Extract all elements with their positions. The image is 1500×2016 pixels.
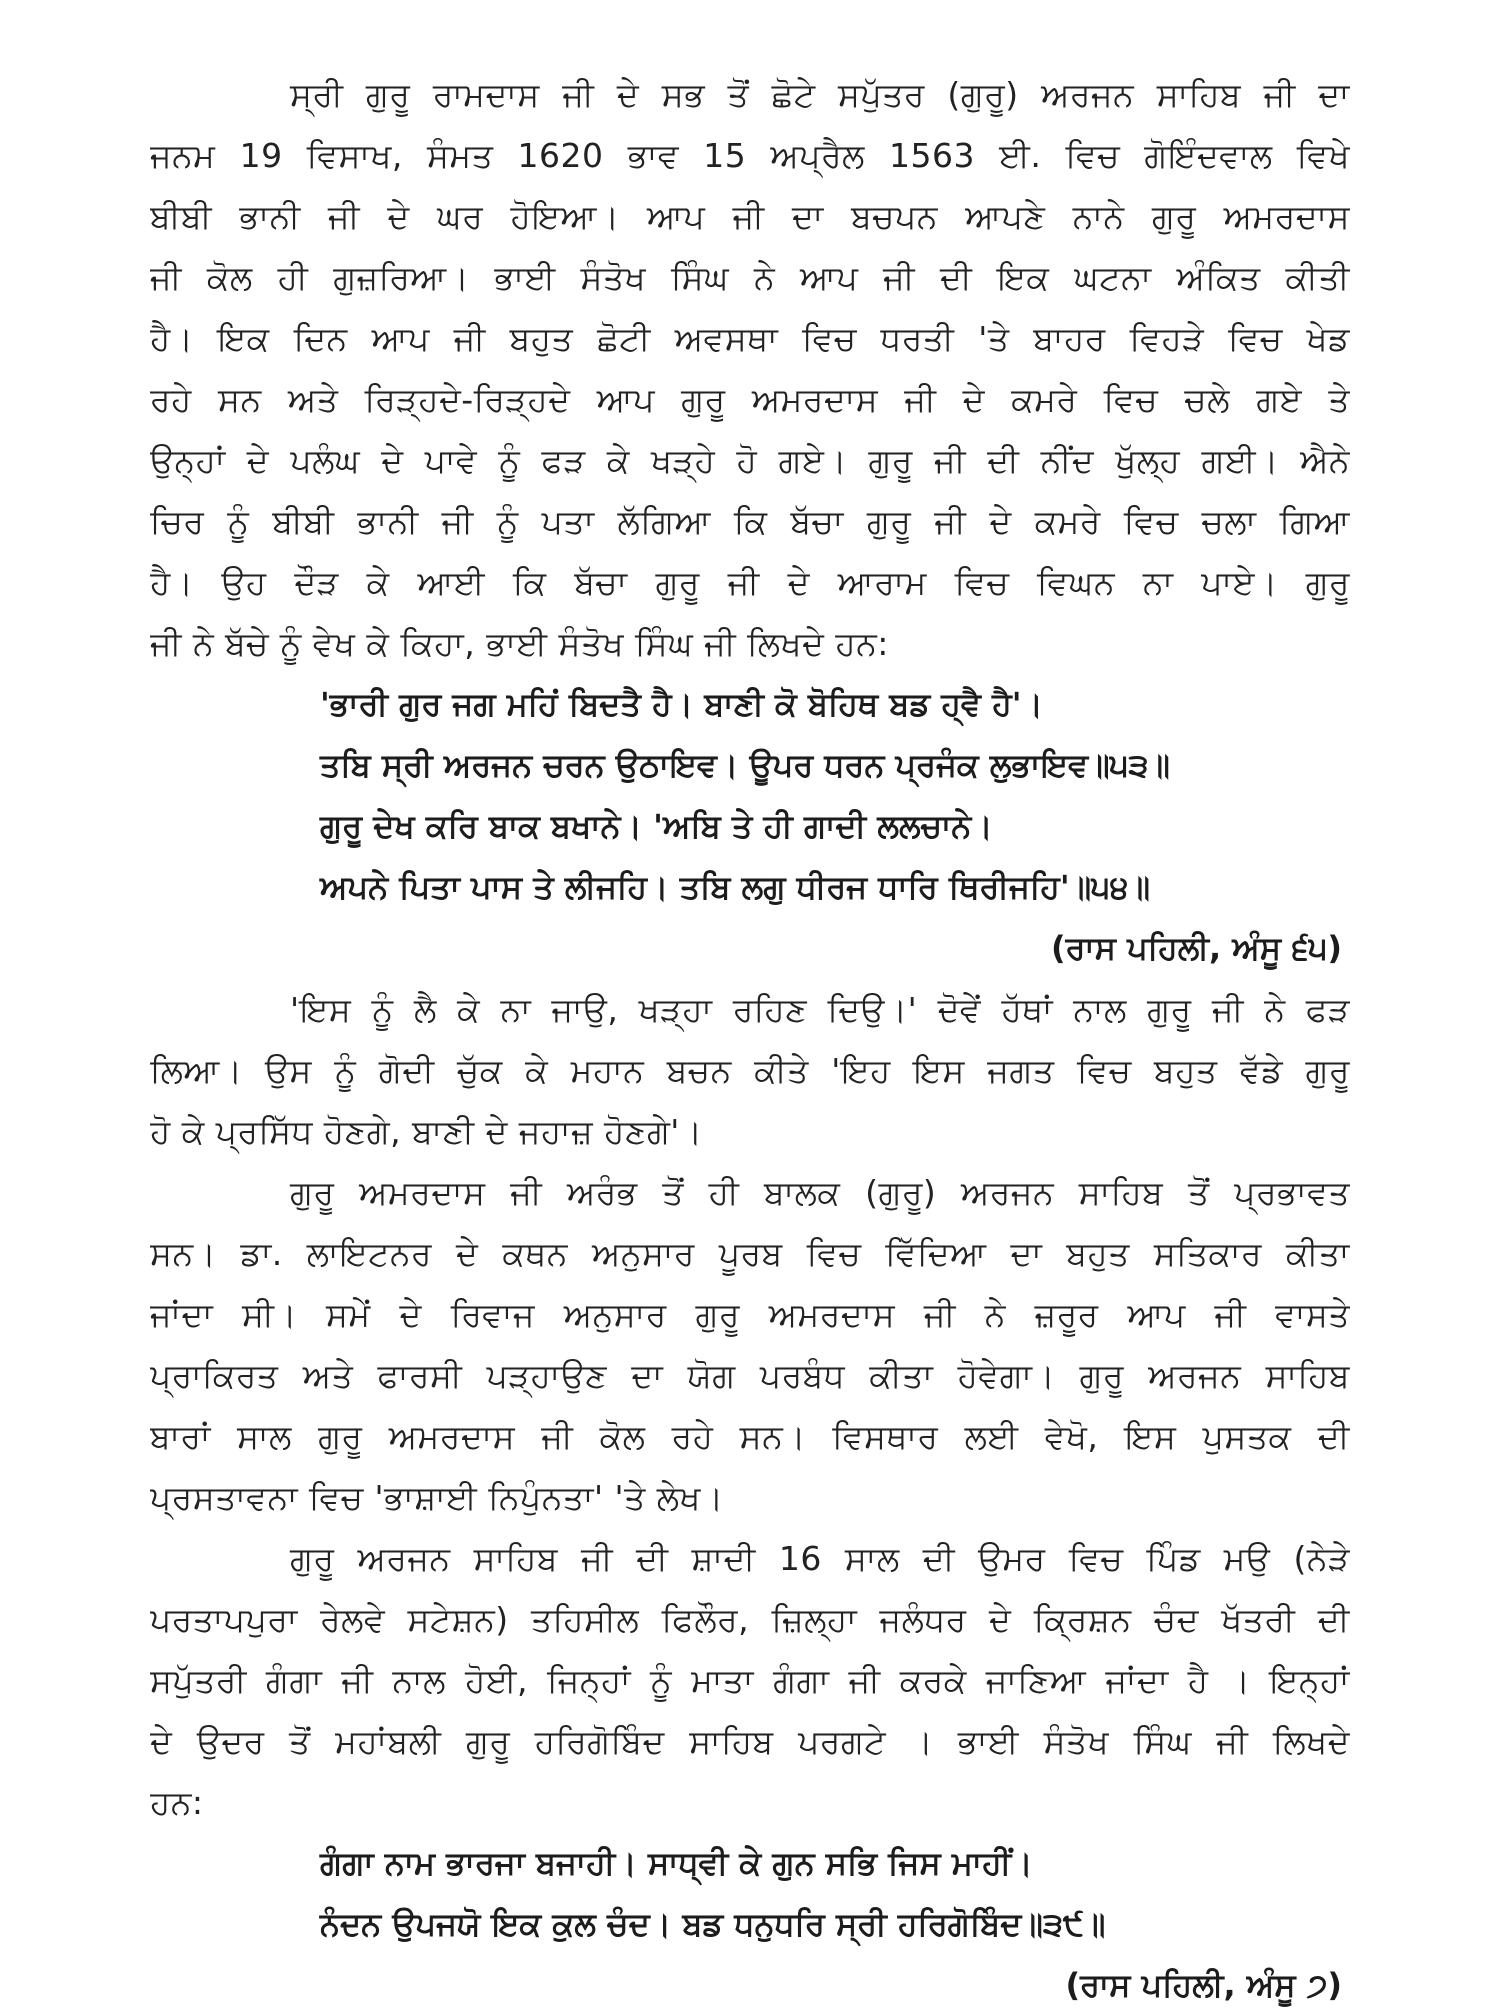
text-line: ਪ੍ਰਸਤਾਵਨਾ ਵਿਚ 'ਭਾਸ਼ਾਈ ਨਿਪੁੰਨਤਾ' 'ਤੇ ਲੇਖ। — [150, 1478, 724, 1517]
text-line: 'ਇਸ ਨੂੰ ਲੈ ਕੇ ਨਾ ਜਾਉ, ਖੜ੍ਹਾ ਰਹਿਣ ਦਿਉ।' ਦੋਵੇਂ ਹੱਥਾਂ ਨਾਲ ਗੁਰੂ ਜੀ ਨੇ ਫੜ — [290, 990, 1350, 1029]
verse-line: ਅਪਨੇ ਪਿਤਾ ਪਾਸ ਤੇ ਲੀਜਹਿ। ਤਬਿ ਲਗੁ ਧੀਰਜ ਧਾਰਿ ਥਿਰੀਜਹਿ'॥੫੪॥ — [320, 868, 1151, 906]
verse-line: ਗੁਰੂ ਦੇਖ ਕਰਿ ਬਾਕ ਬਖਾਨੇ। 'ਅਬਿ ਤੇ ਹੀ ਗਾਦੀ ਲਲਚਾਨੇ। — [320, 807, 993, 845]
text-line: ਦੇ ਉਦਰ ਤੋਂ ਮਹਾਂਬਲੀ ਗੁਰੂ ਹਰਿਗੋਬਿੰਦ ਸਾਹਿਬ ਪਰਗਟੇ । ਭਾਈ ਸੰਤੋਖ ਸਿੰਘ ਜੀ ਲਿਖਦੇ — [150, 1722, 1350, 1761]
text-line: ਪ੍ਰਾਕਿਰਤ ਅਤੇ ਫਾਰਸੀ ਪੜ੍ਹਾਉਣ ਦਾ ਯੋਗ ਪਰਬੰਧ ਕੀਤਾ ਹੋਵੇਗਾ। ਗੁਰੂ ਅਰਜਨ ਸਾਹਿਬ — [150, 1356, 1350, 1395]
text-line: ਜਾਂਦਾ ਸੀ। ਸਮੇਂ ਦੇ ਰਿਵਾਜ ਅਨੁਸਾਰ ਗੁਰੂ ਅਮਰਦਾਸ ਜੀ ਨੇ ਜ਼ਰੂਰ ਆਪ ਜੀ ਵਾਸਤੇ — [150, 1295, 1350, 1334]
paragraph-1 — [150, 64, 1350, 674]
verse-citation: (ਰਾਸ ਪਹਿਲੀ, ਅੰਸੂ ੭) — [1065, 1966, 1342, 2004]
text-line: ਉਨ੍ਹਾਂ ਦੇ ਪਲੰਘ ਦੇ ਪਾਵੇ ਨੂੰ ਫੜ ਕੇ ਖੜ੍ਹੇ ਹੋ ਗਏ। ਗੁਰੂ ਜੀ ਦੀ ਨੀਂਦ ਖੁੱਲ੍ਹ ਗਈ। ਐਨੇ — [150, 441, 1350, 480]
text-line: ਸਪੁੱਤਰੀ ਗੰਗਾ ਜੀ ਨਾਲ ਹੋਈ, ਜਿਨ੍ਹਾਂ ਨੂੰ ਮਾਤਾ ਗੰਗਾ ਜੀ ਕਰਕੇ ਜਾਣਿਆ ਜਾਂਦਾ ਹੈ । ਇਨ੍ਹਾਂ — [150, 1661, 1350, 1700]
text-line: ਸਨ। ਡਾ. ਲਾਇਟਨਰ ਦੇ ਕਥਨ ਅਨੁਸਾਰ ਪੂਰਬ ਵਿਚ ਵਿੱਦਿਆ ਦਾ ਬਹੁਤ ਸਤਿਕਾਰ ਕੀਤਾ — [150, 1234, 1350, 1273]
text-line: ਸ੍ਰੀ ਗੁਰੂ ਰਾਮਦਾਸ ਜੀ ਦੇ ਸਭ ਤੋਂ ਛੋਟੇ ਸਪੁੱਤਰ (ਗੁਰੂ) ਅਰਜਨ ਸਾਹਿਬ ਜੀ ਦਾ — [290, 75, 1350, 114]
text-line: ਹੈ। ਇਕ ਦਿਨ ਆਪ ਜੀ ਬਹੁਤ ਛੋਟੀ ਅਵਸਥਾ ਵਿਚ ਧਰਤੀ 'ਤੇ ਬਾਹਰ ਵਿਹੜੇ ਵਿਚ ਖੇਡ — [150, 319, 1350, 358]
verse-line: 'ਭਾਰੀ ਗੁਰ ਜਗ ਮਹਿਂ ਬਿਦਤੈ ਹੈ। ਬਾਣੀ ਕੋ ਬੋਹਿਥ ਬਡ ਹ੍ਵੈ ਹੈ'। — [320, 685, 1044, 723]
verse-citation: (ਰਾਸ ਪਹਿਲੀ, ਅੰਸੂ ੬੫) — [1051, 929, 1342, 967]
text-line: ਗੁਰੂ ਅਮਰਦਾਸ ਜੀ ਅਰੰਭ ਤੋਂ ਹੀ ਬਾਲਕ (ਗੁਰੂ) ਅਰਜਨ ਸਾਹਿਬ ਤੋਂ ਪ੍ਰਭਾਵਤ — [290, 1173, 1350, 1212]
text-line: ਚਿਰ ਨੂੰ ਬੀਬੀ ਭਾਨੀ ਜੀ ਨੂੰ ਪਤਾ ਲੱਗਿਆ ਕਿ ਬੱਚਾ ਗੁਰੂ ਜੀ ਦੇ ਕਮਰੇ ਵਿਚ ਚਲਾ ਗਿਆ — [150, 502, 1350, 541]
paragraph-4 — [150, 1528, 1350, 1833]
text-line: ਲਿਆ। ਉਸ ਨੂੰ ਗੋਦੀ ਚੁੱਕ ਕੇ ਮਹਾਨ ਬਚਨ ਕੀਤੇ 'ਇਹ ਇਸ ਜਗਤ ਵਿਚ ਬਹੁਤ ਵੱਡੇ ਗੁਰੂ — [150, 1051, 1350, 1090]
text-line: ਬੀਬੀ ਭਾਨੀ ਜੀ ਦੇ ਘਰ ਹੋਇਆ। ਆਪ ਜੀ ਦਾ ਬਚਪਨ ਆਪਣੇ ਨਾਨੇ ਗੁਰੂ ਅਮਰਦਾਸ — [150, 197, 1350, 236]
text-line: ਪਰਤਾਪਪੁਰਾ ਰੇਲਵੇ ਸਟੇਸ਼ਨ) ਤਹਿਸੀਲ ਫਿਲੌਰ, ਜ਼ਿਲ੍ਹਾ ਜਲੰਧਰ ਦੇ ਕ੍ਰਿਸ਼ਨ ਚੰਦ ਖੱਤਰੀ ਦੀ — [150, 1600, 1350, 1639]
verse-line: ਤਬਿ ਸ੍ਰੀ ਅਰਜਨ ਚਰਨ ਉਠਾਇਵ। ਊਪਰ ਧਰਨ ਪ੍ਰਜੰਕ ਲੁਭਾਇਵ॥੫੩॥ — [320, 746, 1170, 784]
verse-quote-2 — [150, 1833, 1350, 2016]
text-line: ਜੀ ਨੇ ਬੱਚੇ ਨੂੰ ਵੇਖ ਕੇ ਕਿਹਾ, ਭਾਈ ਸੰਤੋਖ ਸਿੰਘ ਜੀ ਲਿਖਦੇ ਹਨ: — [150, 624, 889, 663]
text-line: ਜਨਮ 19 ਵਿਸਾਖ, ਸੰਮਤ 1620 ਭਾਵ 15 ਅਪ੍ਰੈਲ 1563 ਈ. ਵਿਚ ਗੋਇੰਦਵਾਲ ਵਿਖੇ — [150, 136, 1350, 175]
text-line: ਗੁਰੂ ਅਰਜਨ ਸਾਹਿਬ ਜੀ ਦੀ ਸ਼ਾਦੀ 16 ਸਾਲ ਦੀ ਉਮਰ ਵਿਚ ਪਿੰਡ ਮਉ (ਨੇੜੇ — [290, 1539, 1350, 1578]
paragraph-2 — [150, 979, 1350, 1162]
text-line: ਜੀ ਕੋਲ ਹੀ ਗੁਜ਼ਰਿਆ। ਭਾਈ ਸੰਤੋਖ ਸਿੰਘ ਨੇ ਆਪ ਜੀ ਦੀ ਇਕ ਘਟਨਾ ਅੰਕਿਤ ਕੀਤੀ — [150, 258, 1350, 297]
text-line: ਹੈ। ਉਹ ਦੌੜ ਕੇ ਆਈ ਕਿ ਬੱਚਾ ਗੁਰੂ ਜੀ ਦੇ ਆਰਾਮ ਵਿਚ ਵਿਘਨ ਨਾ ਪਾਏ। ਗੁਰੂ — [150, 563, 1350, 602]
text-line: ਹੋ ਕੇ ਪ੍ਰਸਿੱਧ ਹੋਣਗੇ, ਬਾਣੀ ਦੇ ਜਹਾਜ਼ ਹੋਣਗੇ'। — [150, 1112, 703, 1151]
verse-line: ਗੰਗਾ ਨਾਮ ਭਾਰਜਾ ਬਜਾਹੀ। ਸਾਧ੍ਵੀ ਕੇ ਗੁਨ ਸਭਿ ਜਿਸ ਮਾਹੀਂ। — [320, 1844, 1033, 1882]
text-line: ਹਨ: — [150, 1783, 204, 1822]
text-line: ਬਾਰਾਂ ਸਾਲ ਗੁਰੂ ਅਮਰਦਾਸ ਜੀ ਕੋਲ ਰਹੇ ਸਨ। ਵਿਸਥਾਰ ਲਈ ਵੇਖੋ, ਇਸ ਪੁਸਤਕ ਦੀ — [150, 1417, 1350, 1456]
verse-quote-1 — [150, 674, 1350, 979]
paragraph-3 — [150, 1162, 1350, 1528]
text-line: ਰਹੇ ਸਨ ਅਤੇ ਰਿੜ੍ਹਦੇ-ਰਿੜ੍ਹਦੇ ਆਪ ਗੁਰੂ ਅਮਰਦਾਸ ਜੀ ਦੇ ਕਮਰੇ ਵਿਚ ਚਲੇ ਗਏ ਤੇ — [150, 380, 1350, 419]
verse-line: ਨੰਦਨ ਉਪਜਯੋ ਇਕ ਕੁਲ ਚੰਦ। ਬਡ ਧਨੁਧਰਿ ਸ੍ਰੀ ਹਰਿਗੋਬਿੰਦ॥੩੯॥ — [320, 1905, 1106, 1943]
